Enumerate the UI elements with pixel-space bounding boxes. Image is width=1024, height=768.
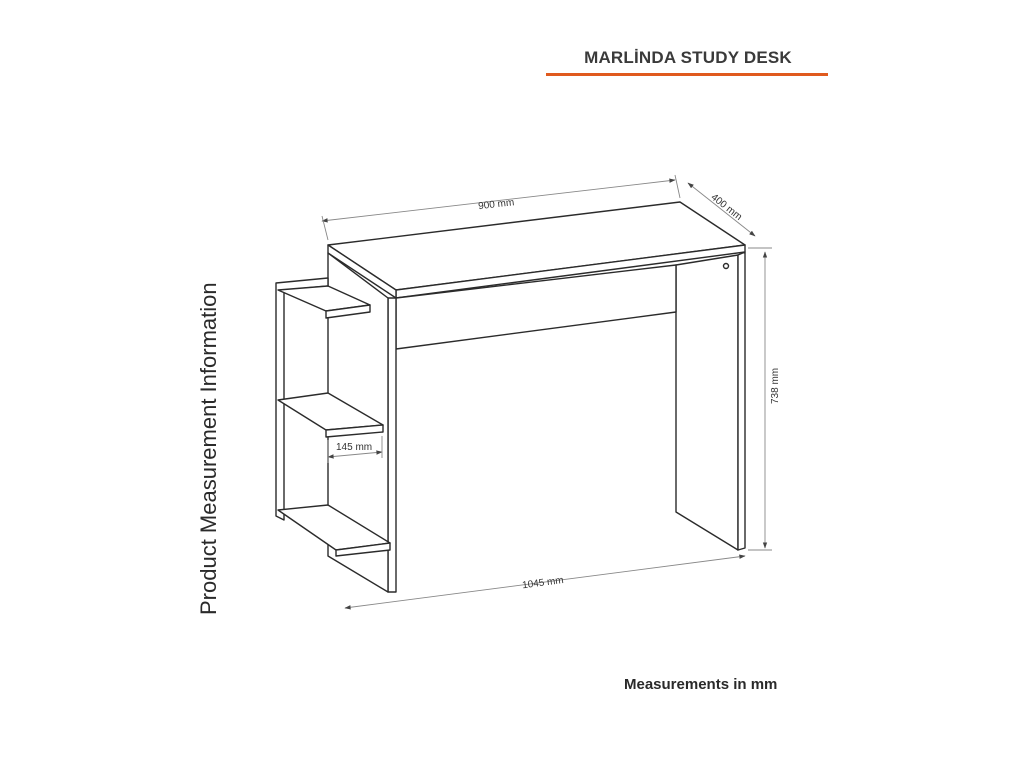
dim-label-height: 738 mm [770,367,781,404]
right-leg-front [738,252,745,550]
side-label: Product Measurement Information [196,282,221,615]
dim-label-width: 900 mm [477,197,515,213]
page-title: MARLİNDA STUDY DESK [584,48,792,67]
dim-label-shelf: 145 mm [336,442,373,453]
dim-label-total-width: 1045 mm [521,575,565,592]
dim-label-depth: 400 mm [708,191,744,223]
measurement-note: Measurements in mm [624,676,778,693]
right-leg-side [676,255,738,550]
desk-outline [276,202,745,592]
